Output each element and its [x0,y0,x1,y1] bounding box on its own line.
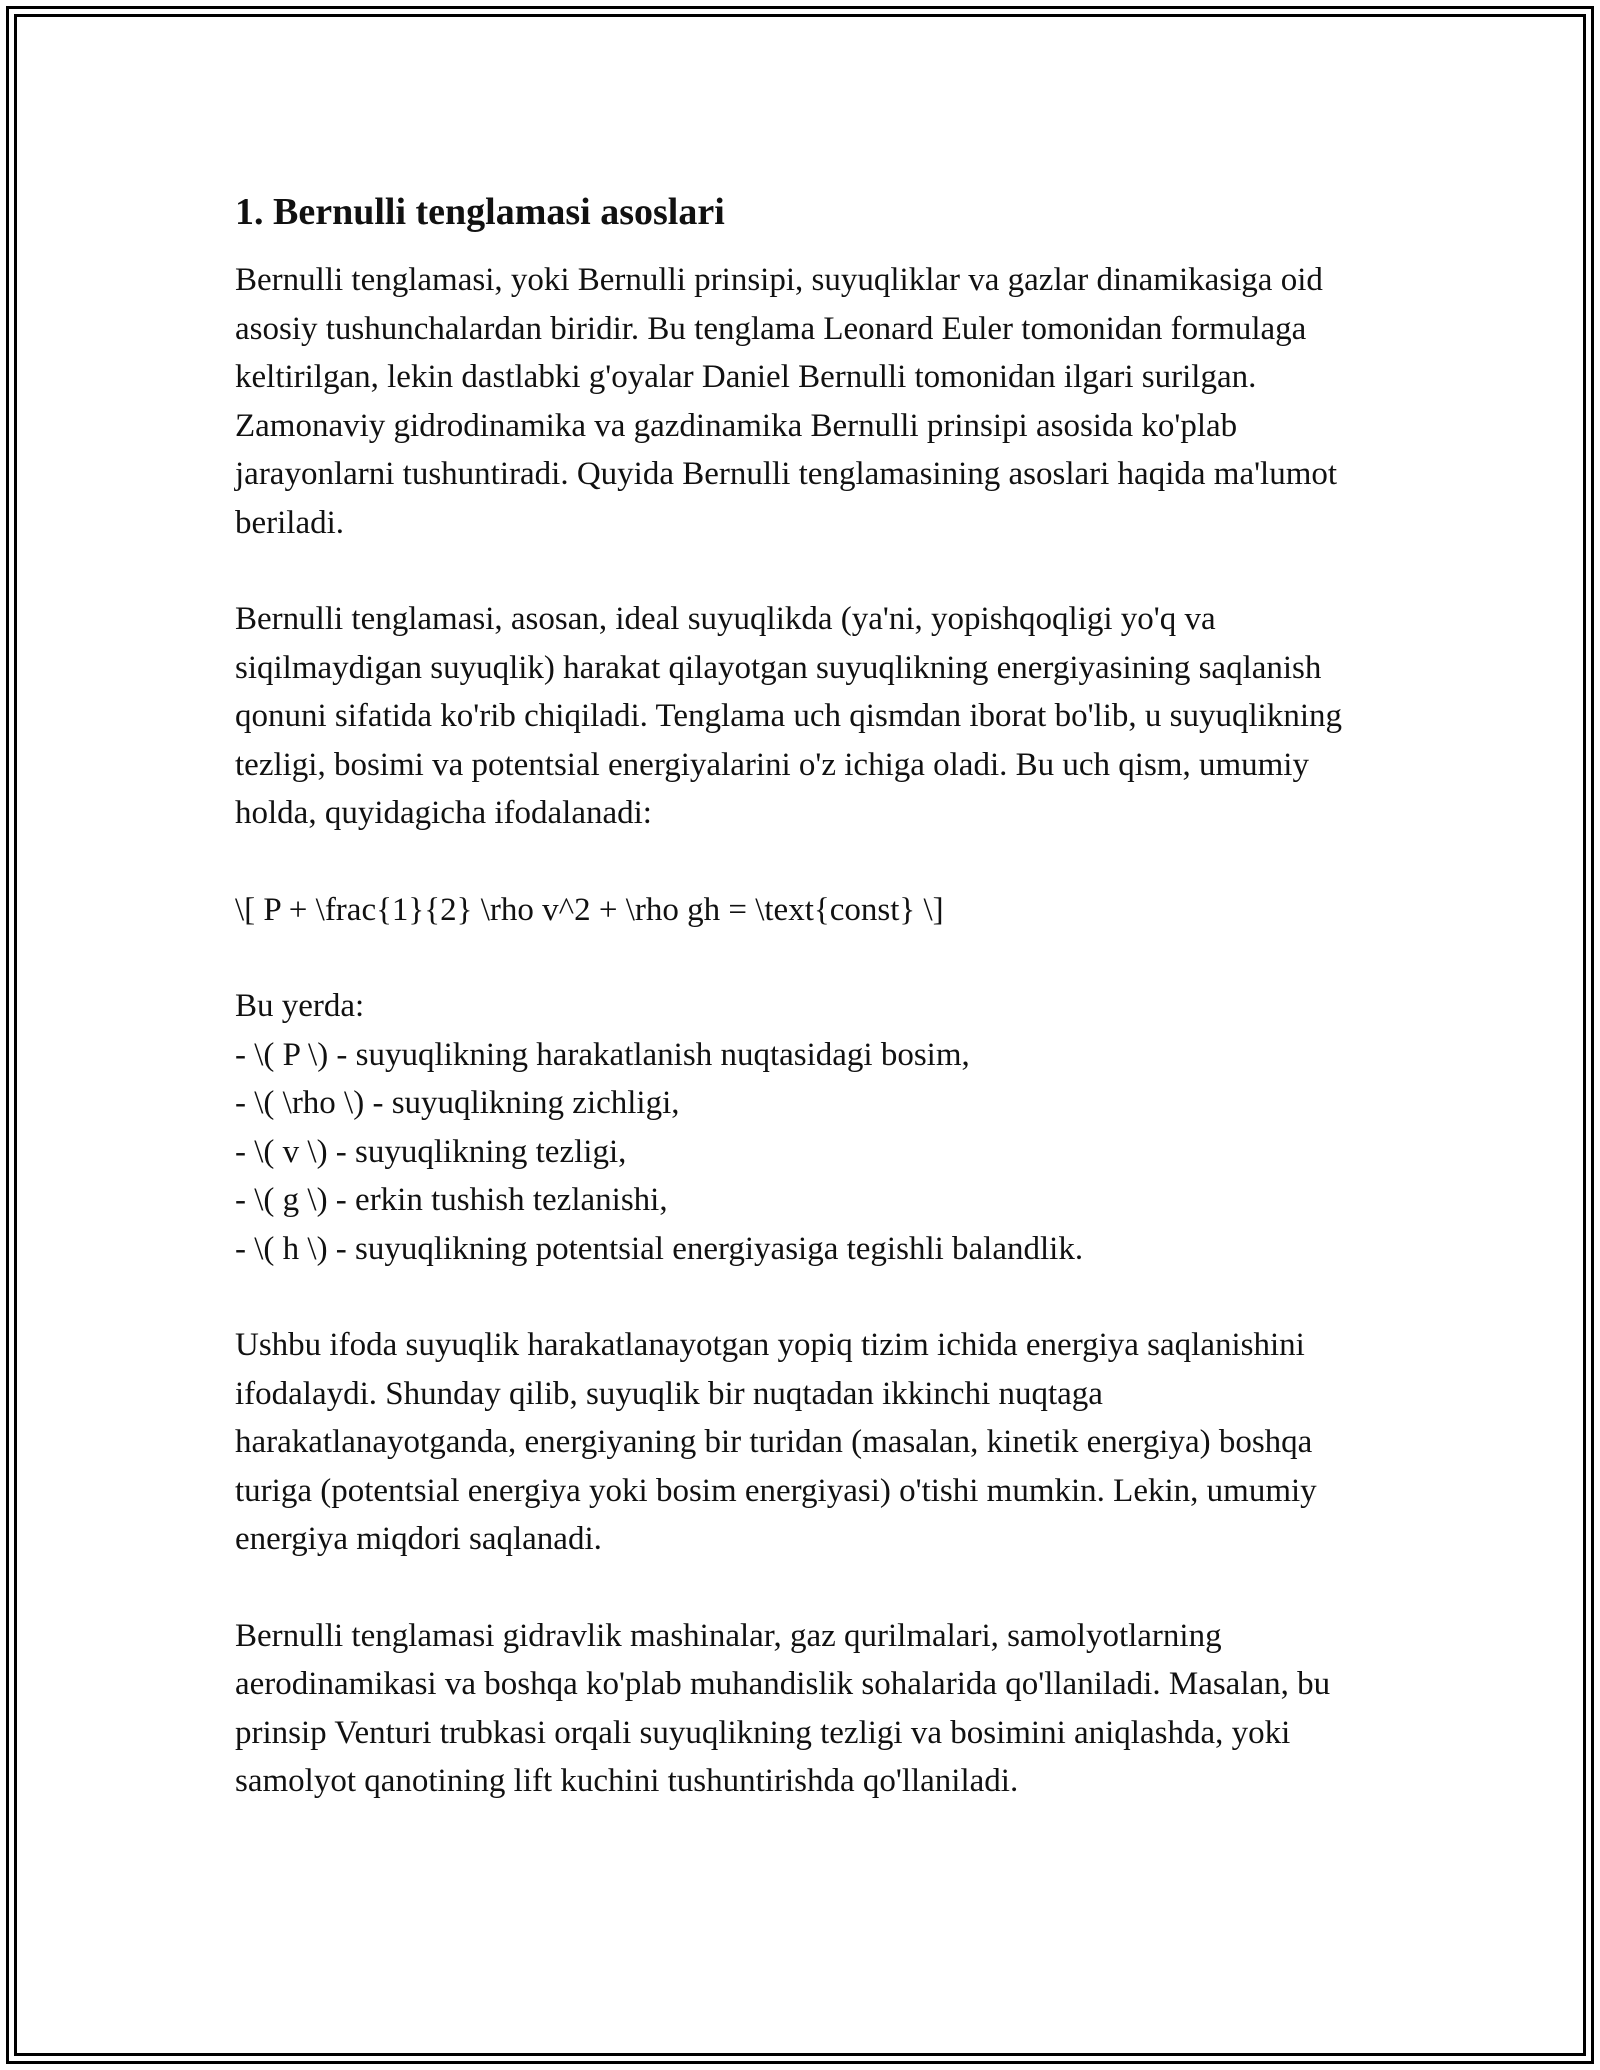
intro-paragraph: Bernulli tenglamasi, yoki Bernulli prinsipi, suyuqliklar va gazlar dinamikasiga oid asosiy tushunchalardan biridir. Bu tenglama Leonard Euler tomonidan formulaga keltirilgan, lekin dastlabki g'oyalar Daniel Bernulli tomonidan ilgari surilgan. Zamonaviy gidrodinamika va gazdinamika Bernulli prinsipi asosida ko'plab jarayonlarni tushuntiradi. Quyida Bernulli tenglamasining asoslari haqida ma'lumot beriladi. [235,262,1338,541]
applications-paragraph: Bernulli tenglamasi gidravlik mashinalar, gaz qurilmalari, samolyotlarning aerodinamikasi va boshqa ko'plab muhandislik sohalarida qo'llaniladi. Masalan, bu prinsip Venturi trubkasi orqali suyuqlikning tezligi va bosimini aniqlashda, yoki samolyot qanotining lift kuchini tushuntirishda qo'llaniladi. [235,1617,1331,1799]
variable-item-v: - \( v \) - suyuqlikning tezligi, [235,1133,627,1170]
variable-item-rho: - \( \rho \) - suyuqlikning zichligi, [235,1085,680,1121]
variable-item-h: - \( h \) - suyuqlikning potentsial energiyasiga tegishli balandlik. [235,1230,1084,1267]
variables-list [235,982,1385,1273]
variables-intro: Bu yerda: [235,988,365,1024]
section-heading: 1. Bernulli tenglamasi asoslari [235,191,725,233]
equation-context-paragraph: Bernulli tenglamasi, asosan, ideal suyuqlikda (ya'ni, yopishqoqligi yo'q va siqilmaydigan suyuqlik) harakat qilayotgan suyuqlikning energiyasining saqlanish qonuni sifatida ko'rib chiqiladi. Tenglama uch qismdan iborat bo'lib, u suyuqlikning tezligi, bosimi va potentsial energiyalarini o'z ichiga oladi. Bu uch qism, umumiy holda, quyidagicha ifodalanadi: [235,601,1342,831]
variable-item-g: - \( g \) - erkin tushish tezlanishi, [235,1182,668,1218]
document-body [235,186,1385,1806]
variable-item-p: - \( P \) - suyuqlikning harakatlanish nuqtasidagi bosim, [235,1036,970,1073]
energy-conservation-paragraph: Ushbu ifoda suyuqlik harakatlanayotgan yopiq tizim ichida energiya saqlanishini ifodalaydi. Shunday qilib, suyuqlik bir nuqtadan ikkinchi nuqtaga harakatlanayotganda, energiyaning bir turidan (masalan, kinetik energiya) boshqa turiga (potentsial energiya yoki bosim energiyasi) o'tishi mumkin. Lekin, umumiy energiya miqdori saqlanadi. [235,1327,1317,1557]
bernoulli-formula: \[ P + \frac{1}{2} \rho v^2 + \rho gh = \text{const} \] [235,891,944,928]
